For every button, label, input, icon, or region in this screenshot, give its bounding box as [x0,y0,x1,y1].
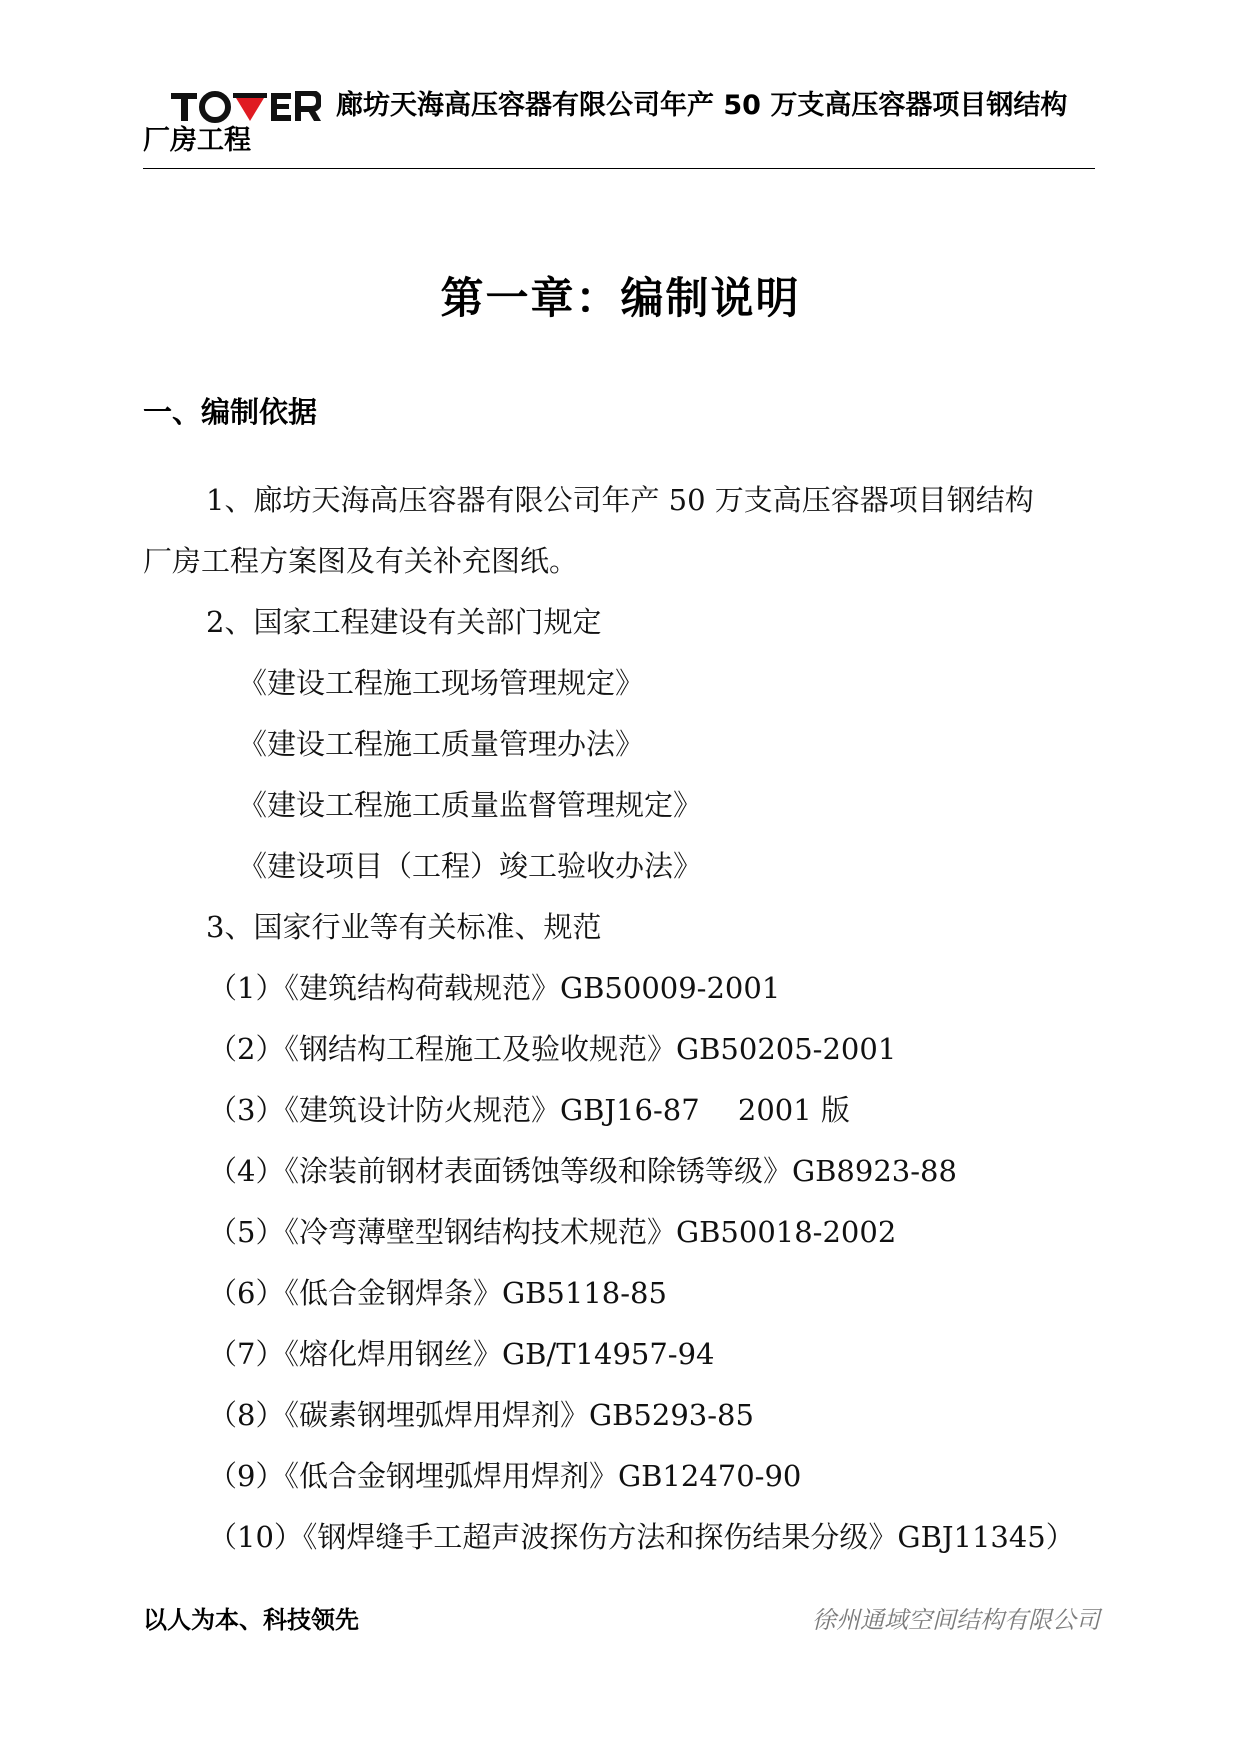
item1-line2: 厂房工程方案图及有关补充图纸。 [143,544,579,578]
chapter-title: 第一章：编制说明 [440,274,801,324]
regulation-item: 《建设工程施工现场管理规定》 [238,666,645,700]
standard-item: （6）《低合金钢焊条》GB5118-85 [208,1276,667,1310]
standard-item: （2）《钢结构工程施工及验收规范》GB50205-2001 [208,1032,897,1066]
tower-logo [171,91,321,123]
standard-item: （8）《碳素钢埋弧焊用焊剂》GB5293-85 [208,1398,754,1432]
header-title: 廊坊天海高压容器有限公司年产 50 万支高压容器项目钢结构厂房工程 [143,90,1068,156]
standard-item: （5）《冷弯薄壁型钢结构技术规范》GB50018-2002 [208,1215,897,1249]
standard-item: （7）《熔化焊用钢丝》GB/T14957-94 [208,1337,715,1371]
standard-item: （1）《建筑结构荷载规范》GB50009-2001 [208,971,781,1005]
regulation-item: 《建设项目（工程）竣工验收办法》 [238,849,703,883]
item2-heading: 2、国家工程建设有关部门规定 [206,605,602,639]
regulation-item: 《建设工程施工质量管理办法》 [238,727,645,761]
regulation-item: 《建设工程施工质量监督管理规定》 [238,788,703,822]
section-heading: 一、编制依据 [143,395,318,429]
footer-slogan: 以人为本、科技领先 [143,1606,359,1634]
item1-line1: 1、廊坊天海高压容器有限公司年产 50 万支高压容器项目钢结构 [206,483,1034,517]
footer-company: 徐州通域空间结构有限公司 [812,1606,1100,1634]
standard-item: （4）《涂装前钢材表面锈蚀等级和除锈等级》GB8923-88 [208,1154,957,1188]
item3-heading: 3、国家行业等有关标准、规范 [206,910,602,944]
standard-item: （3）《建筑设计防火规范》GBJ16-87 2001 版 [208,1093,850,1127]
header-divider [143,168,1095,169]
standard-item: （10）《钢焊缝手工超声波探伤方法和探伤结果分级》GBJ11345） [208,1520,1075,1554]
standard-item: （9）《低合金钢埋弧焊用焊剂》GB12470-90 [208,1459,802,1493]
